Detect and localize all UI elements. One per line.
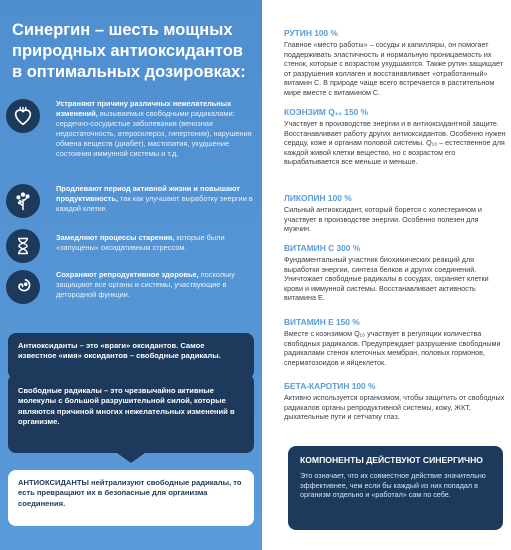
page-title: Синергин – шесть мощных природных антиоксидантов в оптимальных дозировках: bbox=[12, 21, 246, 81]
ingredient-item bbox=[284, 243, 506, 303]
synergy-heading: КОМПОНЕНТЫ ДЕЙСТВУЮТ СИНЕРГИЧНО bbox=[300, 455, 483, 465]
info-box-antioxidants: Антиоксиданты – это «враги» оксидантов. Самое известное «имя» оксидантов – свободные радикалы. bbox=[8, 333, 254, 379]
ingredient-name: РУТИН 100 % bbox=[284, 28, 338, 38]
benefit-bold: Сохраняют репродуктивное здоровье, bbox=[56, 270, 199, 279]
ingredient-name: ВИТАМИН С 300 % bbox=[284, 243, 361, 253]
hourglass-icon bbox=[6, 229, 40, 263]
right-panel bbox=[268, 0, 511, 550]
benefit-bold: Устраняют причину различных нежелательных изменений, bbox=[56, 99, 232, 118]
synergy-box bbox=[288, 446, 503, 530]
ingredient-item bbox=[284, 317, 506, 367]
benefit-text: поскольку защищают все органы и системы, участвующие в детородной функции. bbox=[56, 270, 235, 299]
info-box-free-radicals: Свободные радикалы – это чрезвычайно активные молекулы с большой разрушительной силой, которые являются причиной многих нежелательных изменений в организме. bbox=[8, 374, 254, 453]
ingredient-name: ЛИКОПИН 100 % bbox=[284, 193, 352, 203]
benefit-text: так как улучшают выработку энергии в каждой клетке. bbox=[56, 194, 253, 213]
box-bold: АНТИОКСИДАНТЫ bbox=[18, 478, 89, 487]
ingredient-desc: Сильный антиоксидант, который борется с холестерином и участвует в производстве энергии. Особенно полезен для мужчин. bbox=[284, 205, 482, 234]
ingredient-desc: Главное «место работы» – сосуды и капилляры, он помогает поддерживать эластичность и нормальную проницаемость их стенок, которые с возрастом ухудшаются. Также рутин защищает от разрушения коллаген и восстанавливает «отработанный» витамин С. В природе чаще всего встречается в растительном мире вместе с витамином С. bbox=[284, 40, 504, 97]
ingredient-name: КОЭНЗИМ Q₁₀ 150 % bbox=[284, 107, 369, 117]
synergy-text: Это означает, что их совместное действие значительно эффективнее, чем если бы каждый из них попадал в организм отдельно и «работал» сам по себе. bbox=[300, 471, 486, 500]
embryo-icon bbox=[6, 270, 40, 304]
ingredient-item bbox=[284, 28, 506, 98]
info-box-neutralize bbox=[8, 470, 254, 526]
ingredient-item bbox=[284, 193, 506, 234]
box-text: нейтрализуют свободные радикалы, то есть превращают их в безопасные для организма соединения. bbox=[18, 478, 242, 508]
benefit-bold: Продлевают период активной жизни и повышают продуктивность, bbox=[56, 184, 240, 203]
benefit-text: которые были «запущены» оксидативным стрессом. bbox=[56, 233, 225, 252]
ingredient-name: БЕТА-КАРОТИН 100 % bbox=[284, 381, 376, 391]
ingredient-desc: Участвует в производстве энергии и в антиоксидантной защите. Восстанавливает работу других антиоксидантов. Особенно нужен сердцу, коже и органам половой системы. Q₁₀ – естественное для каждой живой клетки вещество, но с возрастом его вырабатывается все меньше и меньше. bbox=[284, 119, 506, 167]
benefit-bold: Замедляют процессы старения, bbox=[56, 233, 175, 242]
ingredient-desc: Вместе с коэнзимом Q₁₀ участвует в регуляции количества свободных радикалов. Предупреждает разрушение свободными радикалами стенок клеточных мембран, половых гормонов, сперматозоидов и яйцеклеток. bbox=[284, 329, 501, 367]
heart-icon bbox=[6, 99, 40, 133]
tree-icon bbox=[6, 184, 40, 218]
ingredient-item bbox=[284, 107, 506, 167]
ingredient-desc: Активно используется организмом, чтобы защитить от свободных радикалов органы репродуктивной системы, кожу, ЖКТ, дыхательные пути и сетчатку глаз. bbox=[284, 393, 505, 422]
ingredient-name: ВИТАМИН Е 150 % bbox=[284, 317, 360, 327]
ingredient-desc: Фундаментальный участник биохимических реакций для выработки энергии, синтеза белков и других соединений. Уничтожает свободные радикалы в сосудах, охраняет клетки крови и иммунной системы. Восстанавливает активность витамина Е. bbox=[284, 255, 489, 303]
arrow-down-icon bbox=[117, 453, 145, 463]
ingredient-item bbox=[284, 381, 506, 422]
benefit-text: вызываемых свободными радикалами: сердечно-сосудистые заболевания (венозная недостаточность, атеросклероз, гипертония), нарушения обмена веществ (диабет), мастопатия, ухудшение состояния иммунной системы и т.д. bbox=[56, 109, 252, 158]
